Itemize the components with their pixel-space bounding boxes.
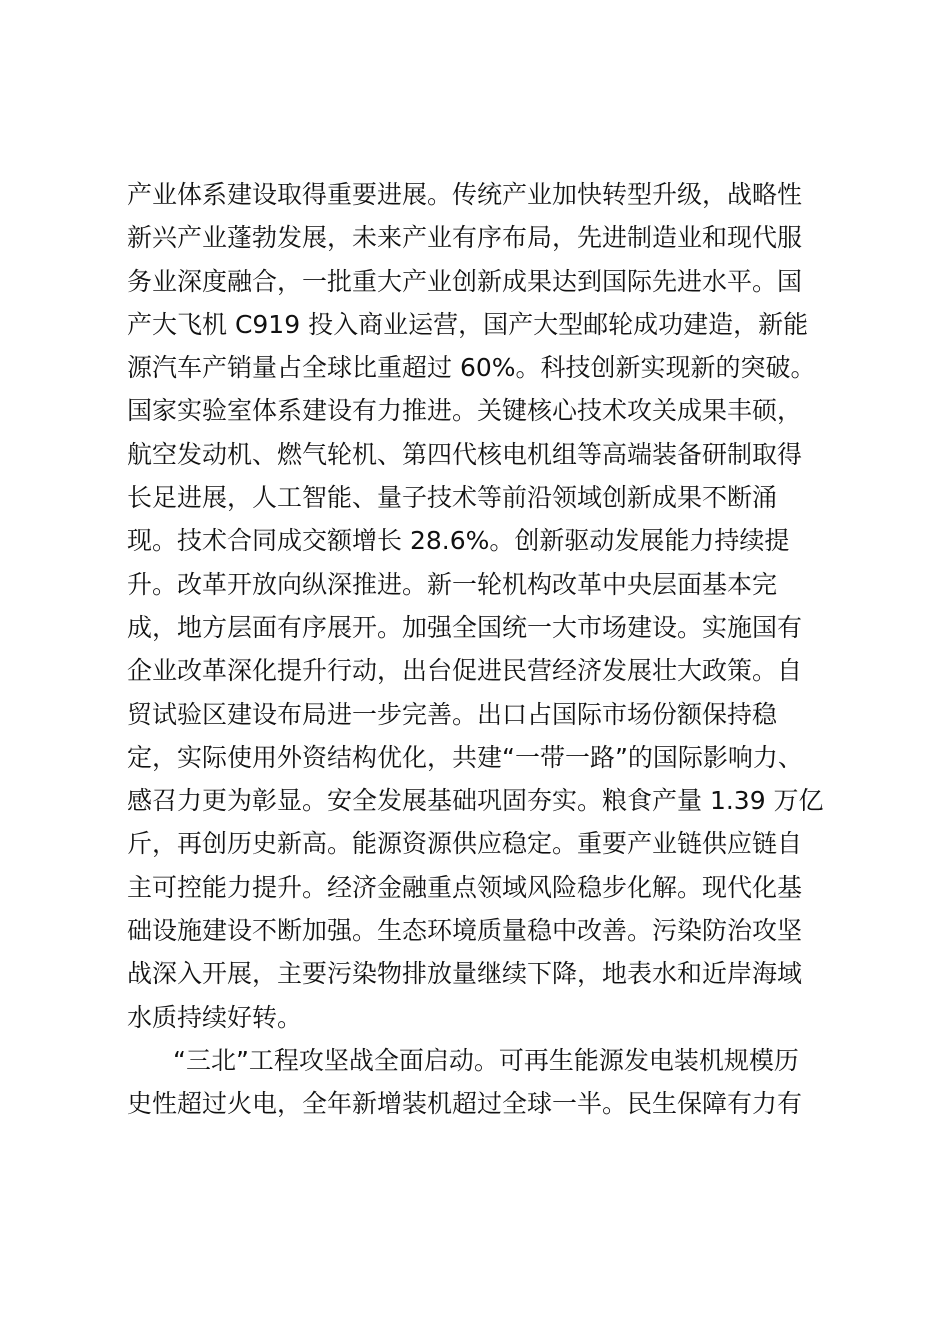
- text-line: 企业改革深化提升行动，出台促进民营经济发展壮大政策。自: [127, 656, 803, 686]
- text-line: 新兴产业蓬勃发展，未来产业有序布局，先进制造业和现代服: [127, 223, 803, 253]
- text-line: 感召力更为彰显。安全发展基础巩固夯实。粮食产量 1.39 万亿: [127, 786, 824, 816]
- text-line: 国家实验室体系建设有力推进。关键核心技术攻关成果丰硕，: [127, 396, 803, 426]
- text-line: 源汽车产销量占全球比重超过 60%。科技创新实现新的突破。: [127, 353, 816, 383]
- text-line: 产业体系建设取得重要进展。传统产业加快转型升级，战略性: [127, 180, 803, 209]
- text-line: 航空发动机、燃气轮机、第四代核电机组等高端装备研制取得: [127, 439, 803, 469]
- body-text: [127, 173, 839, 1126]
- text-line: 升。改革开放向纵深推进。新一轮机构改革中央层面基本完: [127, 569, 778, 599]
- text-line: 战深入开展，主要污染物排放量继续下降，地表水和近岸海域: [127, 959, 803, 989]
- text-line: 成，地方层面有序展开。加强全国统一大市场建设。实施国有: [127, 612, 803, 642]
- text-line: 斤，再创历史新高。能源资源供应稳定。重要产业链供应链自: [127, 829, 803, 859]
- text-line: 长足进展，人工智能、量子技术等前沿领域创新成果不断涌: [127, 483, 778, 513]
- text-line: 主可控能力提升。经济金融重点领域风险稳步化解。现代化基: [127, 872, 803, 902]
- text-line: 础设施建设不断加强。生态环境质量稳中改善。污染防治攻坚: [127, 916, 803, 946]
- text-line: 定，实际使用外资结构优化，共建“一带一路”的国际影响力、: [127, 742, 803, 772]
- text-line: 现。技术合同成交额增长 28.6%。创新驱动发展能力持续提: [127, 526, 790, 556]
- text-line: 产大飞机 C919 投入商业运营，国产大型邮轮成功建造，新能: [127, 309, 809, 339]
- text-line: 务业深度融合，一批重大产业创新成果达到国际先进水平。国: [127, 266, 803, 296]
- paragraph-start-line: “三北”工程攻坚战全面启动。可再生能源发电装机规模历: [173, 1045, 799, 1075]
- text-line: 史性超过火电，全年新增装机超过全球一半。民生保障有力有: [127, 1089, 803, 1119]
- text-line: 贸试验区建设布局进一步完善。出口占国际市场份额保持稳: [127, 699, 778, 729]
- text-line: 水质持续好转。: [127, 1002, 303, 1032]
